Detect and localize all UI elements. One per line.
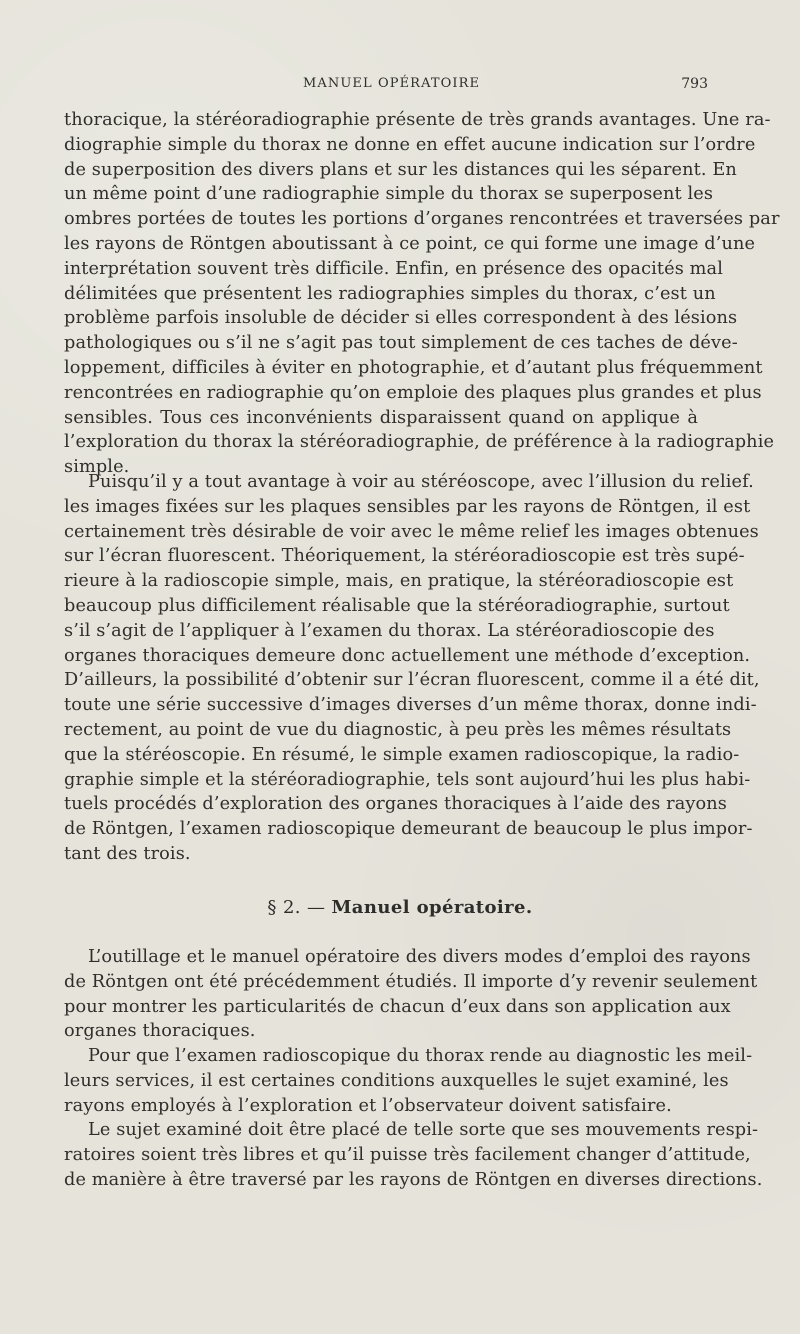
text-line: Le sujet examiné doit être placé de telle sorte que ses mouvements respi- bbox=[88, 1120, 759, 1140]
text-line: problème parfois insoluble de décider si elles correspondent à des lésions bbox=[64, 308, 738, 329]
text-line: ratoires soient très libres et qu’il puisse très facilement changer d’attitude, bbox=[64, 1144, 751, 1165]
text-line: un même point d’une radiographie simple du thorax se superposent les bbox=[64, 184, 714, 205]
text-line: rieure à la radioscopie simple, mais, en pratique, la stéréoradioscopie est bbox=[64, 571, 734, 592]
text-line: leurs services, il est certaines conditions auxquelles le sujet examiné, les bbox=[64, 1070, 729, 1091]
text-line: les rayons de Röntgen aboutissant à ce point, ce qui forme une image d’une bbox=[64, 233, 756, 254]
text-line: diographie simple du thorax ne donne en effet aucune indication sur l’ordre bbox=[64, 134, 756, 155]
text-line: rencontrées en radiographie qu’on emploie des plaques plus grandes et plus bbox=[64, 382, 762, 403]
text-line: graphie simple et la stéréoradiographie, tels sont aujourd’hui les plus habi- bbox=[64, 769, 751, 790]
text-line: l’exploration du thorax la stéréoradiographie, de préférence à la radiographie bbox=[64, 432, 775, 453]
text-line: organes thoraciques demeure donc actuellement une méthode d’exception. bbox=[64, 645, 751, 666]
text-line: simple. bbox=[64, 457, 130, 478]
text-line: Puisqu’il y a tout avantage à voir au stéréoscope, avec l’illusion du relief. bbox=[88, 472, 754, 492]
text-line: D’ailleurs, la possibilité d’obtenir sur l’écran fluorescent, comme il a été dit, bbox=[64, 670, 760, 691]
text-line: ombres portées de toutes les portions d’organes rencontrées et traversées par bbox=[64, 209, 780, 230]
text-line: de manière à être traversé par les rayons de Röntgen en diverses directions. bbox=[64, 1169, 763, 1190]
text-line: organes thoraciques. bbox=[64, 1021, 256, 1042]
text-line: de Röntgen ont été précédemment étudiés. Il importe d’y revenir seulement bbox=[64, 971, 758, 992]
text-line: loppement, difficiles à éviter en photographie, et d’autant plus fréquemment bbox=[64, 357, 763, 378]
section-number: § 2. — bbox=[267, 897, 326, 918]
text-line: délimitées que présentent les radiographies simples du thorax, c’est un bbox=[64, 283, 716, 304]
text-line: pathologiques ou s’il ne s’agit pas tout simplement de ces taches de déve- bbox=[64, 333, 738, 354]
section-title: Manuel opératoire. bbox=[331, 897, 533, 918]
text-line: pour montrer les particularités de chacun d’eux dans son application aux bbox=[64, 996, 731, 1017]
text-line: beaucoup plus difficilement réalisable que la stéréoradiographie, surtout bbox=[64, 595, 730, 616]
text-line: tant des trois. bbox=[64, 843, 191, 864]
text-line: de superposition des divers plans et sur les distances qui les séparent. En bbox=[64, 159, 737, 180]
text-line: sur l’écran fluorescent. Théoriquement, la stéréoradioscopie est très supé- bbox=[64, 546, 745, 567]
text-line: certainement très désirable de voir avec le même relief les images obtenues bbox=[64, 521, 759, 542]
page-number: 793 bbox=[681, 76, 708, 92]
text-line: sensibles. Tous ces inconvénients disparaissent quand on applique à bbox=[64, 407, 698, 428]
text-line: rayons employés à l’exploration et l’observateur doivent satisfaire. bbox=[64, 1095, 672, 1116]
paragraph-examination-conditions bbox=[64, 1044, 753, 1118]
text-line: toute une série successive d’images diverses d’un même thorax, donne indi- bbox=[64, 695, 757, 716]
text-line: L’outillage et le manuel opératoire des divers modes d’emploi des rayons bbox=[88, 947, 751, 967]
paragraph-stereoscopy-discussion bbox=[64, 470, 760, 867]
paragraph-tools-and-procedure bbox=[64, 945, 758, 1044]
text-line: thoracique, la stéréoradiographie présente de très grands avantages. Une ra- bbox=[64, 110, 771, 130]
running-title: MANUEL OPÉRATOIRE bbox=[303, 76, 481, 91]
running-head bbox=[68, 76, 708, 96]
text-line: que la stéréoscopie. En résumé, le simple examen radioscopique, la radio- bbox=[64, 744, 740, 765]
text-line: s’il s’agit de l’appliquer à l’examen du thorax. La stéréoradioscopie des bbox=[64, 620, 715, 641]
text-line: interprétation souvent très difficile. Enfin, en présence des opacités mal bbox=[64, 258, 723, 279]
text-line: tuels procédés d’exploration des organes thoraciques à l’aide des rayons bbox=[64, 794, 727, 815]
text-line: Pour que l’examen radioscopique du thorax rende au diagnostic les meil- bbox=[88, 1046, 753, 1066]
paragraph-subject-position bbox=[64, 1118, 763, 1192]
text-line: les images fixées sur les plaques sensibles par les rayons de Röntgen, il est bbox=[64, 496, 751, 517]
text-line: de Röntgen, l’examen radioscopique demeurant de beaucoup le plus impor- bbox=[64, 819, 753, 840]
section-heading bbox=[0, 897, 800, 925]
paragraph-stereoradiography-advantages bbox=[64, 108, 780, 480]
text-line: rectement, au point de vue du diagnostic, à peu près les mêmes résultats bbox=[64, 719, 732, 740]
